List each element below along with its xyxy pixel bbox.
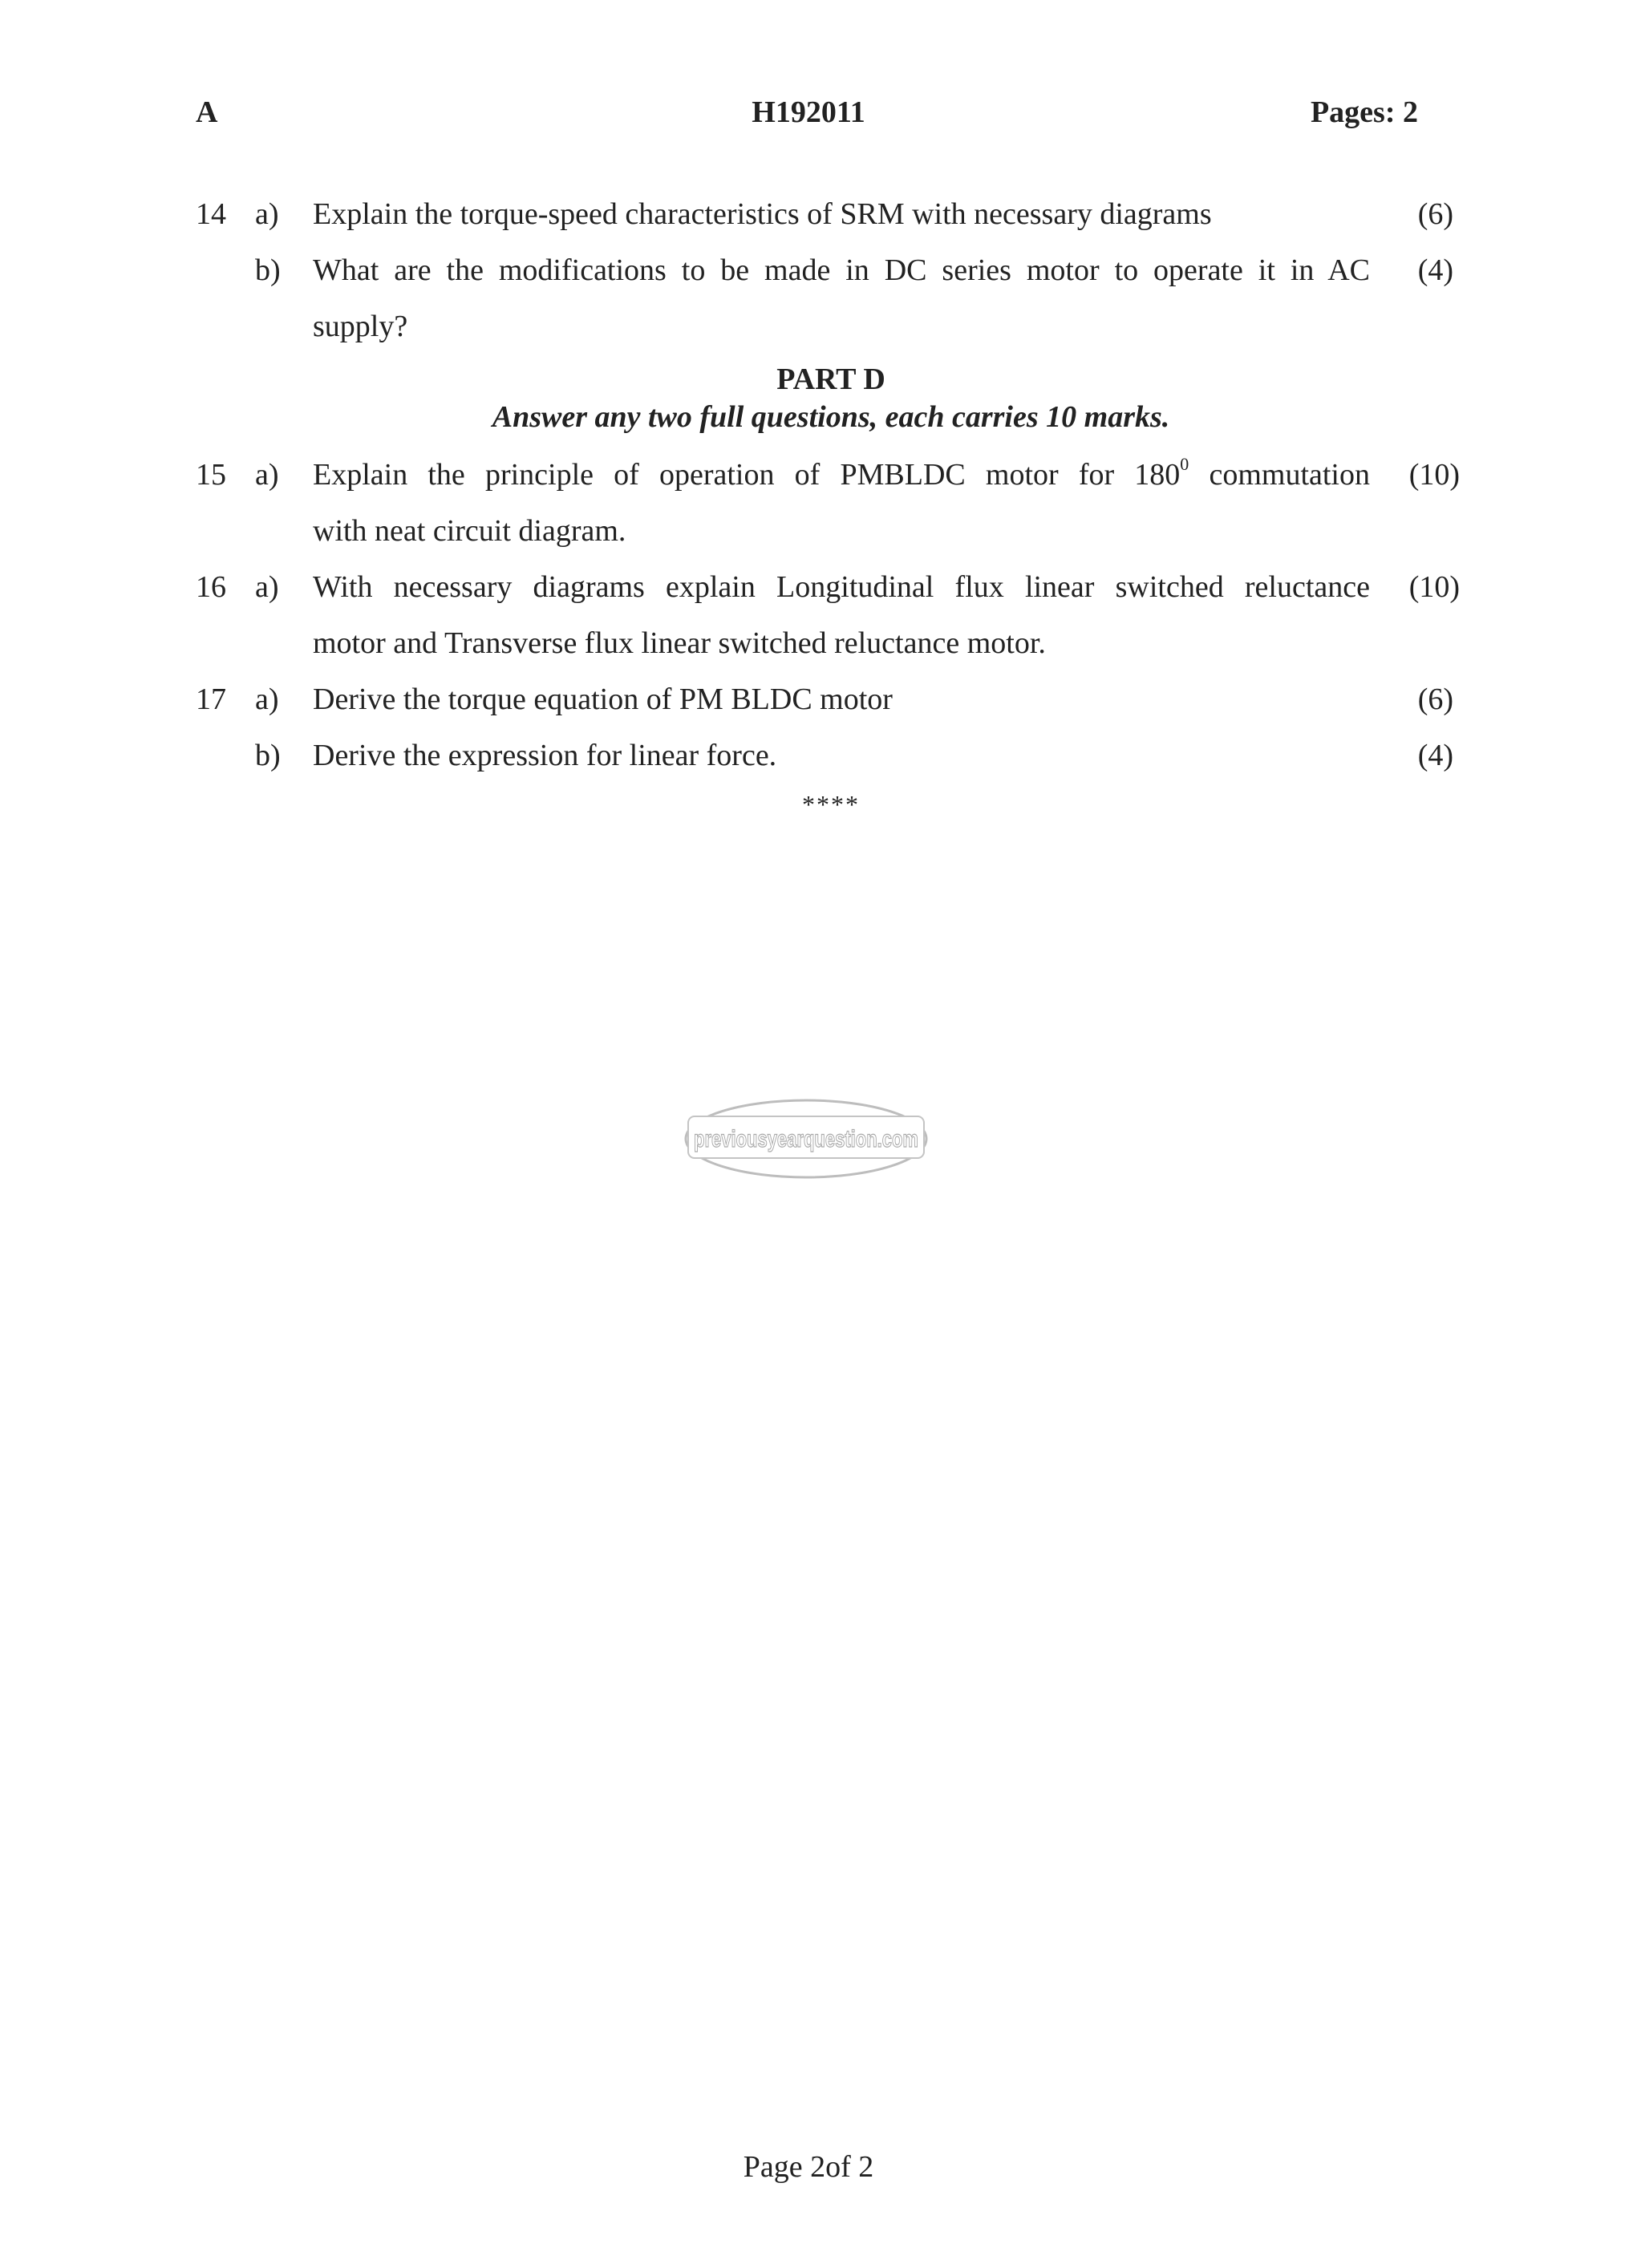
- question-text-continued: motor and Transverse flux linear switched reluctance motor.: [313, 626, 1046, 660]
- question-marks: (6): [1417, 682, 1453, 716]
- question-part: a): [255, 570, 279, 604]
- question-part: a): [255, 682, 279, 716]
- superscript: 0: [1180, 454, 1189, 474]
- question-part: b): [255, 253, 281, 287]
- question-text: Explain the principle of operation of PMBLDC motor for $180^0$ commutation: [313, 454, 1370, 492]
- question-text: Derive the torque equation of PM BLDC motor: [313, 682, 893, 716]
- question-part: a): [255, 197, 279, 231]
- question-text: What are the modifications to be made in DC series motor to operate it in AC: [313, 253, 1370, 287]
- question-text-continued: with neat circuit diagram.: [313, 514, 626, 548]
- question-marks: (10): [1408, 458, 1460, 492]
- set-label: A: [196, 95, 218, 129]
- watermark-logo: [683, 1097, 929, 1181]
- part-d-instruction: Answer any two full questions, each carries 10 marks.: [492, 400, 1170, 434]
- page-footer: Page 2of 2: [743, 2150, 874, 2184]
- question-number: 17: [196, 682, 226, 716]
- part-d-title: PART D: [776, 362, 885, 396]
- question-number: 15: [196, 458, 226, 492]
- page-count: Pages: 2: [1310, 95, 1418, 129]
- question-marks: (4): [1417, 253, 1453, 287]
- question-part: b): [255, 739, 281, 772]
- question-part: a): [255, 458, 279, 492]
- end-of-paper-mark: ****: [802, 790, 860, 819]
- question-text: Derive the expression for linear force.: [313, 739, 777, 772]
- svg-text:previousyearquestion.com: previousyearquestion.com: [694, 1126, 918, 1152]
- question-text-continued: supply?: [313, 310, 408, 343]
- question-marks: (10): [1408, 570, 1460, 604]
- question-text: Explain the torque-speed characteristics of SRM with necessary diagrams: [313, 197, 1212, 231]
- question-number: 14: [196, 197, 226, 231]
- question-number: 16: [196, 570, 226, 604]
- question-text: With necessary diagrams explain Longitudinal flux linear switched reluctance: [313, 570, 1370, 604]
- question-marks: (6): [1417, 197, 1453, 231]
- paper-code: H192011: [752, 95, 865, 129]
- question-marks: (4): [1417, 739, 1453, 772]
